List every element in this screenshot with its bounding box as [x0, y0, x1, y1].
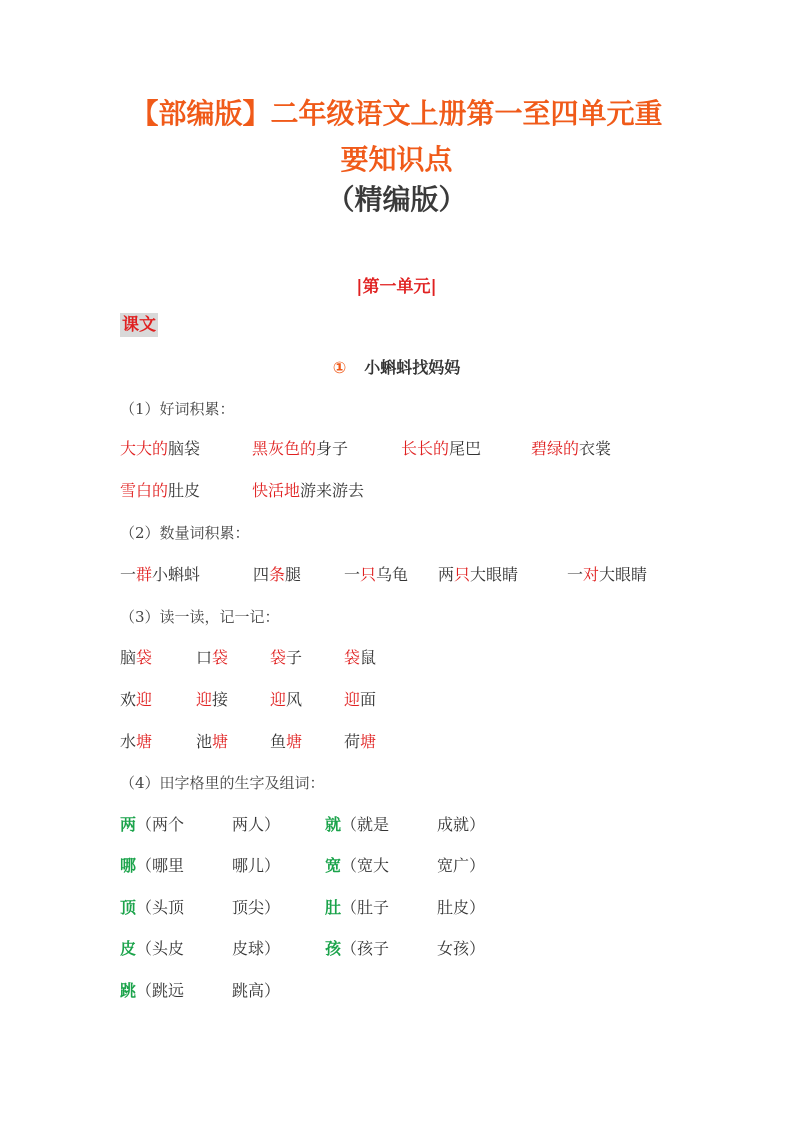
read-word: 迎面 — [344, 690, 377, 709]
measure-word: 一群小蝌蚪 — [120, 565, 201, 584]
character-word: 顶尖） — [232, 898, 281, 917]
good-word: 长长的尾巴 — [401, 439, 482, 458]
read-word: 荷塘 — [344, 732, 377, 751]
character-entry: 宽（宽大 — [325, 856, 390, 875]
read-word: 袋鼠 — [344, 648, 377, 667]
section-label: 课文 — [122, 315, 156, 335]
lesson-name: 小蝌蚪找妈妈 — [364, 358, 461, 377]
document-title-line2: 要知识点 — [340, 143, 453, 176]
read-word: 池塘 — [196, 732, 229, 751]
character-entry: 就（就是 — [325, 815, 390, 834]
lesson-title — [0, 355, 793, 378]
character-word: 宽广） — [437, 856, 486, 875]
read-word: 水塘 — [120, 732, 153, 751]
read-word: 迎接 — [196, 690, 229, 709]
character-word: 皮球） — [232, 939, 281, 958]
character-word: 女孩） — [437, 939, 486, 958]
character-entry: 肚（肚子 — [325, 898, 390, 917]
good-word: 大大的脑袋 — [120, 439, 201, 458]
character-word: 肚皮） — [437, 898, 486, 917]
good-word: 黑灰色的身子 — [252, 439, 349, 458]
character-entry: 皮（头皮 — [120, 939, 185, 958]
read-word: 口袋 — [196, 648, 229, 667]
section-heading-characters: （4）田字格里的生字及组词： — [120, 774, 325, 792]
section-heading-measure-words: （2）数量词积累： — [120, 524, 250, 542]
character-word: 跳高） — [232, 981, 281, 1000]
character-word: 哪儿） — [232, 856, 281, 875]
document-subtitle: （精编版） — [326, 183, 467, 216]
read-word: 脑袋 — [120, 648, 153, 667]
read-word: 袋子 — [270, 648, 303, 667]
section-heading-good-words: （1）好词积累： — [120, 400, 235, 418]
character-entry: 哪（哪里 — [120, 856, 185, 875]
character-word: 两人） — [232, 815, 281, 834]
measure-word: 四条腿 — [253, 565, 302, 584]
measure-word: 一只乌龟 — [344, 565, 409, 584]
good-word: 快活地游来游去 — [252, 481, 365, 500]
measure-word: 两只大眼睛 — [438, 565, 519, 584]
character-entry: 孩（孩子 — [325, 939, 390, 958]
document-title-line1: 【部编版】二年级语文上册第一至四单元重 — [130, 97, 663, 130]
good-word: 雪白的肚皮 — [120, 481, 201, 500]
unit-heading: |第一单元| — [356, 277, 437, 297]
character-entry: 顶（头顶 — [120, 898, 185, 917]
section-heading-read-aloud: （3）读一读，记一记： — [120, 608, 280, 626]
character-entry: 跳（跳远 — [120, 981, 185, 1000]
good-word: 碧绿的衣裳 — [531, 439, 612, 458]
character-entry: 两（两个 — [120, 815, 185, 834]
read-word: 鱼塘 — [270, 732, 303, 751]
lesson-number: ① — [332, 358, 347, 377]
character-word: 成就） — [437, 815, 486, 834]
measure-word: 一对大眼睛 — [567, 565, 648, 584]
read-word: 迎风 — [270, 690, 303, 709]
read-word: 欢迎 — [120, 690, 153, 709]
